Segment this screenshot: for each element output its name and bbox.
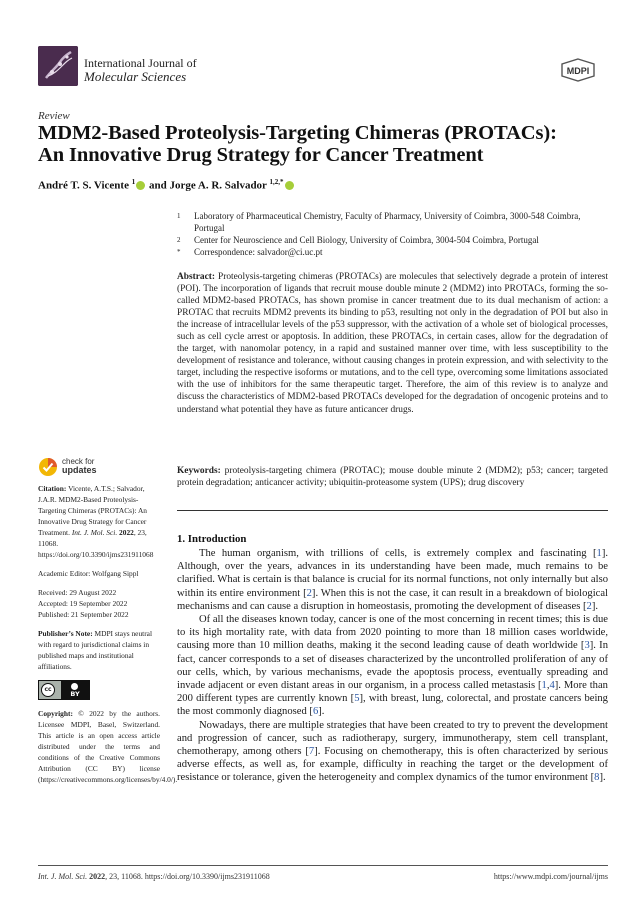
text-run: ]. More than 200 different types are currently known [ [177,680,608,705]
text-run: Of all the diseases known today, cancer is one of the most concerning in recent times; this is due to its high mortality rate, with data from 2020 pointing to more than 18 million cases worldwide, causing more than 10 million deaths, making it the second leading cause of death worldwide [ [177,614,608,652]
publisher-note-label: Publisher’s Note: [38,629,93,638]
affiliation-item [177,246,607,258]
orcid-icon[interactable] [285,181,294,190]
text-run: Nowadays, there are multiple strategies that have been created to try to prevent the development and progression of cancer, such as radiotherapy, surgery, immunotherapy, stem cell transplant, chemotherapy, among others [ [177,719,608,758]
check-line1: check for [62,457,95,466]
sidebar-info [38,455,178,793]
mdpi-logo-icon [560,58,596,82]
footer-year: 2022 [89,872,106,881]
text-run: ]. [318,706,325,718]
citation-label: Citation: [38,484,67,493]
text-run: , [546,680,550,692]
section-heading: 1. Introduction [177,533,247,545]
abstract-text: Proteolysis-targeting chimeras (PROTACs) are molecules that selectively degrade a protein of interest (POI). The incorporation of ligands that recruit mouse double minute 2 (MDM2) into PROTACs, forming the so-called MDM2-based PROTACs, has shown promise in cancer treatment due to its dual mechanism of action: a PROTAC that recruits MDM2 prevents its binding to p53, resulting not only in the degradation of POI but also in the increase of intracellular levels of the p53 suppressor, with the activation of a whole set of biological processes, such as cell cycle arrest or apoptosis. In addition, these PROTACs, in certain cases, allow for the degradation of the target, with nanomolar potency, in a rapid and sustained manner over time, with less susceptibility to the development of resistance and tolerance, without causing changes in protein expression, and with selectivity to the target, including the respective isoforms or mutations, and to the cell type, overcoming some limitations associated with the use of inhibitors for the same therapeutic target. Therefore, the aim of this review is to analyze and discuss the characteristics of MDM2-based PROTACs developed for the degradation of oncogenic proteins and to understand what potential they have as future anticancer drugs. [177,272,609,415]
check-line2: updates [62,465,97,475]
citation-link[interactable]: 3 [584,640,590,652]
academic-editor: Academic Editor: Wolfgang Sippl [38,569,139,578]
accepted-date: Accepted: 19 September 2022 [38,599,128,608]
author-1-affiliation: 1 [131,178,136,186]
citation-link[interactable]: 1 [541,680,547,692]
publisher-note [38,628,160,672]
dates-block [38,587,160,620]
citation-year: 2022 [119,528,134,537]
journal-name [84,56,197,84]
text-run: ]. Focusing on chemotherapy, this is often characterized by serious adverse effects, as well as, for example, difficulty in reaching the target or the development of resistance or tolerance, given the heterogeneity and complex dynamics of the tumor environment [ [177,746,608,784]
text-run: ]. When this is not the case, it can result in a breakdown of biological mechanisms and can cause a disruption in homeostasis, promoting the development of diseases [ [177,587,608,612]
copyright-text: © 2022 by the authors. Licensee MDPI, Basel, Switzerland. This article is an open access article distributed under the terms and conditions of the Creative Commons Attribution (CC BY) license (https://creativecommons.org/licenses/by/4.0/). [38,709,178,784]
footer-journal-url[interactable]: https://www.mdpi.com/journal/ijms [493,872,608,881]
citation-block [38,483,160,560]
citation-journal: Int. J. Mol. Sci. [71,528,118,537]
copyright-label: Copyright: [38,709,73,718]
paragraph-3 [177,719,608,785]
citation-link[interactable]: 1 [596,548,602,559]
keywords [177,465,608,489]
introduction-body [177,547,608,785]
text-run: ]. [591,600,599,612]
check-for-updates-icon [38,457,58,477]
check-for-updates-button[interactable] [38,455,160,479]
footer-citation [38,872,270,881]
citation-link[interactable]: 2 [586,600,592,612]
by-icon: BY [61,681,89,699]
affiliation-mark: 1 [177,212,181,220]
affiliation-item [177,210,607,234]
journal-name-line1: International Journal of [84,56,197,70]
correspondence-text[interactable]: Correspondence: salvador@ci.uc.pt [194,247,323,257]
citation-link[interactable]: 7 [308,746,315,758]
received-date: Received: 29 August 2022 [38,588,117,597]
citation-link[interactable]: 2 [306,587,312,599]
text-run: ], with breast, lung, colorectal, and prostate cancers being the most commonly diagnosed [ [177,693,608,718]
section-divider [177,510,608,511]
author-1[interactable]: André T. S. Vicente [38,179,129,192]
citation-link[interactable]: 8 [594,772,600,784]
text-run: ]. In fact, cancer corresponds to a set of diseases characterized by the uncontrolled proliferation of any of our cells, which, by various mechanisms, evade the apoptosis process, eventually spreading and invade adjacent or even distant areas in our organism, in a process called metastasis [ [177,640,608,692]
affiliation-item [177,234,607,246]
publisher-note-text: MDPI stays neutral with regard to jurisdictional claims in published maps and institutional affiliations. [38,629,153,671]
title-line1: MDM2-Based Proteolysis-Targeting Chimeras (PROTACs): [38,122,557,144]
keywords-label: Keywords: [177,466,221,476]
keywords-text: proteolysis-targeting chimera (PROTAC); mouse double minute 2 (MDM2); p53; cancer; targeted protein degradation; anticancer activity; ubiquitin-proteasome system (UPS); drug discovery [177,466,608,489]
author-list [38,178,295,192]
affiliation-text: Laboratory of Pharmaceutical Chemistry, Faculty of Pharmacy, University of Coimbra, 3000-548 Coimbra, Portugal [194,211,581,233]
affiliation-mark: 2 [177,236,181,244]
journal-name-line2: Molecular Sciences [84,69,187,84]
cc-icon: cc [41,683,55,697]
footer-divider [38,865,608,866]
citation-link[interactable]: 4 [549,680,555,692]
mdpi-logo-text: MDPI [566,66,590,76]
paragraph-2 [177,613,608,719]
text-run: ]. Although, over the years, advances in its understanding have been made, much remains to be clarified. What is certain is that balance is crucial for its normal functions, not only internally but also within its entire environment [ [177,548,608,599]
journal-logo-icon [38,46,78,86]
citation-link[interactable]: 6 [312,706,319,718]
published-date: Published: 21 September 2022 [38,610,129,619]
affiliations [177,210,607,258]
affiliation-text: Center for Neuroscience and Cell Biology, University of Coimbra, 3004-504 Coimbra, Portugal [194,235,539,245]
paragraph-1 [177,547,608,613]
citation-link[interactable]: 5 [354,693,360,705]
abstract [177,271,608,416]
citation-text: Vicente, A.T.S.; Salvador, J.A.R. MDM2-Based Proteolysis-Targeting Chimeras (PROTACs): An Innovative Drug Strategy for Cancer Treatment. [38,484,147,537]
footer-doi[interactable]: , 23, 11068. https://doi.org/10.3390/ijms231911068 [105,872,270,881]
abstract-label: Abstract: [177,272,216,282]
author-2[interactable]: Jorge A. R. Salvador [169,179,267,192]
cc-by-license-badge[interactable] [38,680,90,700]
footer-journal: Int. J. Mol. Sci. [38,872,88,881]
affiliation-mark: * [177,248,181,256]
title-line2: An Innovative Drug Strategy for Cancer Treatment [38,144,484,166]
text-run: The human organism, with trillions of cells, is extremely complex and fascinating [ [199,548,597,559]
article-type: Review [38,110,70,122]
article-title [38,122,608,166]
orcid-icon[interactable] [136,181,145,190]
author-2-affiliation: 1,2,* [269,178,284,186]
text-run: ]. [599,772,606,784]
journal-header [38,46,598,96]
citation-doi[interactable]: , 23, 11068. https://doi.org/10.3390/ijms231911068 [38,528,154,559]
author-and: and [148,179,167,192]
copyright-block [38,708,178,785]
check-for-updates-label [62,457,97,475]
